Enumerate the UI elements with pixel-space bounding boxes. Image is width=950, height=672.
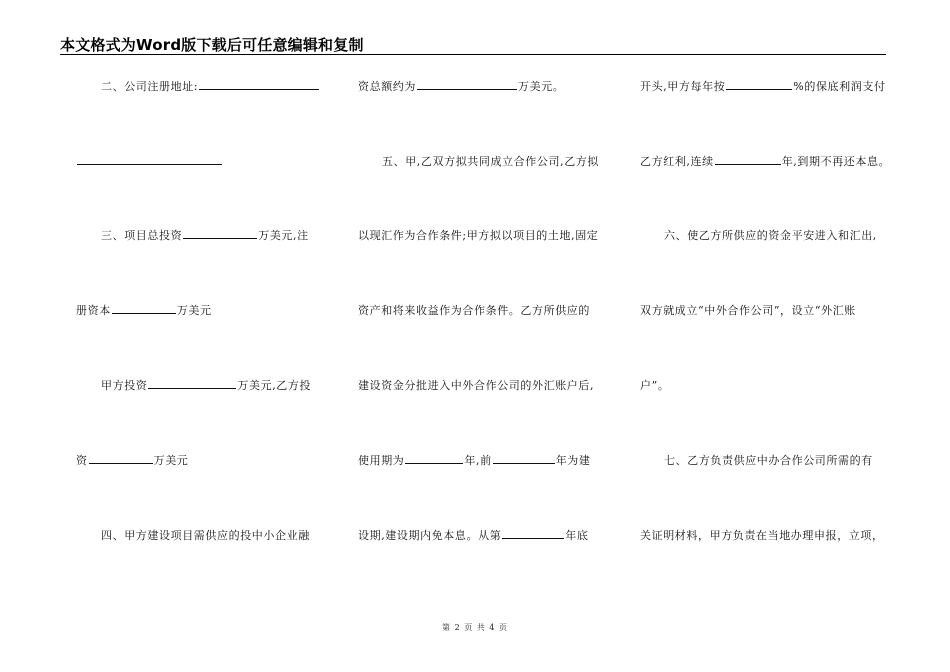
fill-in-blank[interactable] [493, 454, 555, 464]
text-segment: 年底 [565, 529, 589, 542]
text-segment: 甲方投资 [101, 379, 148, 392]
text-segment: 二、公司注册地址: [101, 80, 199, 93]
text-segment: 以现汇作为合作条件;甲方拟以项目的土地,固定 [358, 229, 599, 242]
text-segment: 户”。 [640, 379, 670, 392]
fill-in-blank[interactable] [715, 155, 781, 165]
text-line [101, 229, 309, 243]
text-line [101, 529, 310, 543]
text-line [640, 155, 890, 169]
fill-in-blank[interactable] [405, 454, 463, 464]
fill-in-blank[interactable] [89, 454, 153, 464]
text-line [664, 454, 873, 468]
text-line [382, 155, 599, 169]
fill-in-blank[interactable] [726, 80, 792, 90]
fill-in-blank[interactable] [199, 80, 319, 90]
text-segment: 万美元。 [518, 80, 565, 93]
fill-in-blank[interactable] [417, 80, 517, 90]
text-line [358, 304, 590, 318]
text-line [664, 229, 877, 243]
text-segment: 五、甲,乙双方拟共同成立合作公司,乙方拟 [382, 155, 599, 168]
text-segment: 年,到期不再还本息。 [781, 155, 891, 168]
text-segment: 开头,甲方每年按 [640, 80, 726, 93]
text-segment: 设期,建设期内免本息。从第 [358, 529, 502, 542]
text-segment: 双方就成立“中外合作公司”，设立“外汇账 [640, 304, 856, 317]
text-segment: 万美元,乙方投 [237, 379, 312, 392]
fill-in-blank[interactable] [502, 529, 564, 539]
text-segment: 万美元 [153, 454, 189, 467]
text-line [640, 379, 669, 393]
document-header-title: 本文格式为Word版下载后可任意编辑和复制 [60, 36, 364, 54]
text-segment: 建设资金分批进入中外合作公司的外汇账户后, [358, 379, 595, 392]
text-segment: 年,前 [464, 454, 492, 467]
text-line [640, 304, 856, 318]
text-line [640, 80, 886, 94]
text-segment: 万美元 [176, 304, 212, 317]
text-segment: 六、使乙方所供应的资金平安进入和汇出, [664, 229, 877, 242]
text-line [640, 529, 884, 543]
text-segment: 使用期为 [358, 454, 405, 467]
text-line [358, 229, 598, 243]
fill-in-blank[interactable] [183, 229, 257, 239]
fill-in-blank[interactable] [148, 379, 236, 389]
text-line [358, 80, 564, 94]
text-segment: 资产和将来收益作为合作条件。乙方所供应的 [358, 304, 590, 317]
text-line [76, 155, 223, 169]
text-segment: 资 [76, 454, 88, 467]
text-segment: 万美元,注 [258, 229, 309, 242]
fill-in-blank[interactable] [112, 304, 176, 314]
header-divider [60, 54, 886, 55]
text-line [358, 529, 589, 543]
text-line [76, 304, 212, 318]
text-segment: 四、甲方建设项目需供应的投中小企业融 [101, 529, 310, 542]
text-line [358, 454, 591, 468]
text-line [101, 80, 320, 94]
text-line [358, 379, 594, 393]
text-segment: 册资本 [76, 304, 111, 317]
text-segment: 关证明材料，甲方负责在当地办理申报，立项， [640, 529, 884, 542]
text-segment: 乙方红利,连续 [640, 155, 714, 168]
text-line [101, 379, 311, 393]
text-segment: %的保底利润支付 [793, 80, 886, 93]
fill-in-blank[interactable] [77, 155, 222, 165]
text-segment: 七、乙方负责供应中办合作公司所需的有 [664, 454, 873, 467]
text-segment: 三、项目总投资 [101, 229, 183, 242]
text-segment: 年为建 [555, 454, 591, 467]
text-segment: 资总额约为 [358, 80, 416, 93]
page-number-footer: 第 2 页 共 4 页 [442, 623, 508, 632]
text-line [76, 454, 188, 468]
